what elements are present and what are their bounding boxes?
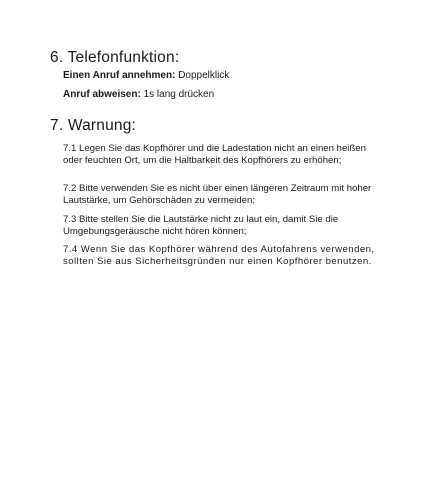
call-reject-value: 1s lang drücken [143, 89, 215, 100]
section-title-telefonfunktion: 6. Telefonfunktion: [50, 49, 180, 66]
call-reject-label: Anruf abweisen: [63, 89, 141, 100]
call-answer-value: Doppelklick [178, 70, 230, 81]
warning-paragraph-7-1: 7.1 Legen Sie das Kopfhörer und die Ladestation nicht an einen heißen oder feuchten Ort, um die Haltbarkeit des Kopfhörers zu erhöhen; [63, 143, 366, 166]
warning-paragraph-7-2: 7.2 Bitte verwenden Sie es nicht über einen längeren Zeitraum mit hoher Lautstärke, um Gehörschäden zu vermeiden; [63, 183, 372, 206]
call-reject-row [63, 89, 214, 101]
section-title-warnung: 7. Warnung: [50, 117, 137, 134]
warning-paragraph-7-4: 7.4 Wenn Sie das Kopfhörer während des Autofahrens verwenden, sollten Sie aus Sicherheitsgründen nur einen Kopfhörer benutzen. [63, 244, 375, 267]
call-answer-label: Einen Anruf annehmen: [63, 70, 176, 81]
warning-paragraph-7-3: 7.3 Bitte stellen Sie die Lautstärke nicht zu laut ein, damit Sie die Umgebungsgeräusche nicht hören können; [63, 214, 339, 237]
call-answer-row [63, 70, 229, 82]
